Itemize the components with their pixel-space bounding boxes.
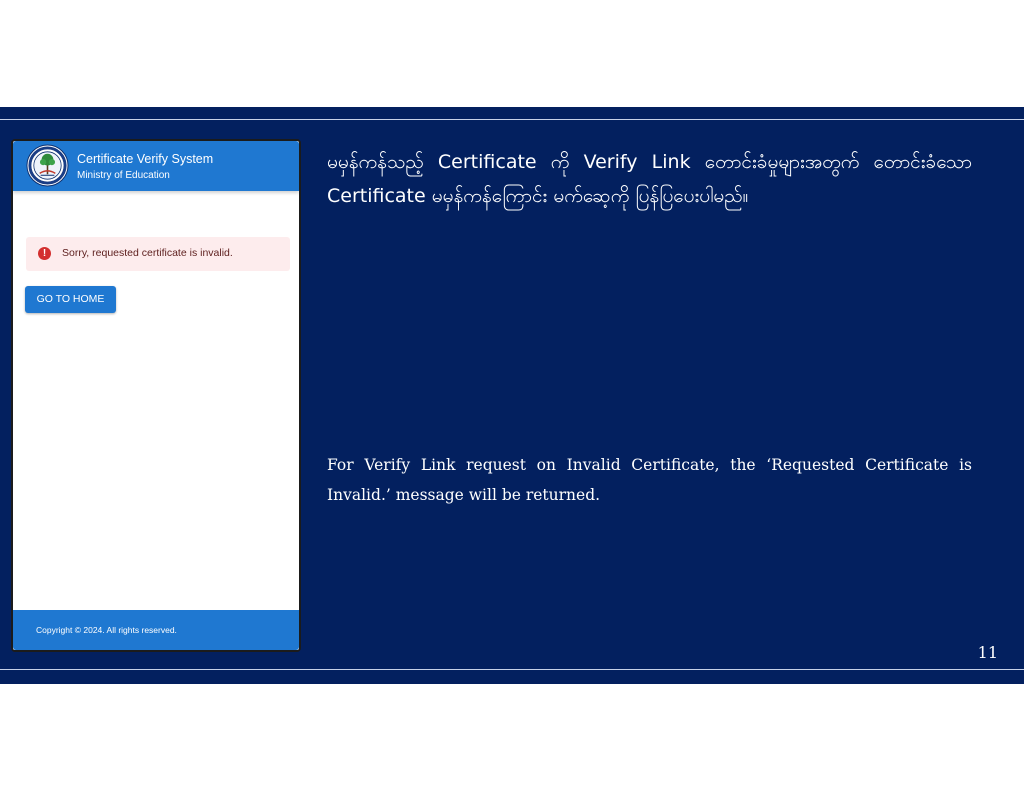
app-screenshot-frame <box>11 139 301 652</box>
top-divider <box>0 119 1024 120</box>
app-footer <box>13 610 299 650</box>
alert-message: Sorry, requested certificate is invalid. <box>62 247 233 259</box>
app-title: Certificate Verify System <box>77 152 214 166</box>
english-description: For Verify Link request on Invalid Certificate, the ‘Requested Certificate is Invalid.’ message will be returned. <box>327 456 972 504</box>
go-to-home-button[interactable]: GO TO HOME <box>25 286 116 313</box>
copyright-text: Copyright © 2024. All rights reserved. <box>36 625 177 635</box>
error-circle-icon: ! <box>38 247 51 260</box>
bottom-divider <box>0 669 1024 670</box>
app-header <box>13 141 299 191</box>
myanmar-description: မမှန်ကန်သည့် Certificate ကို Verify Link တောင်းခံမှုများအတွက် တောင်းခံသော Certificate မမှန်ကန်ကြောင်း မက်ဆေ့ကို ပြန်ပြပေးပါမည်။ <box>327 151 972 207</box>
error-alert <box>26 237 290 271</box>
app-subtitle: Ministry of Education <box>77 170 170 181</box>
page-number: 11 <box>977 643 998 662</box>
ministry-emblem-icon <box>26 144 69 187</box>
